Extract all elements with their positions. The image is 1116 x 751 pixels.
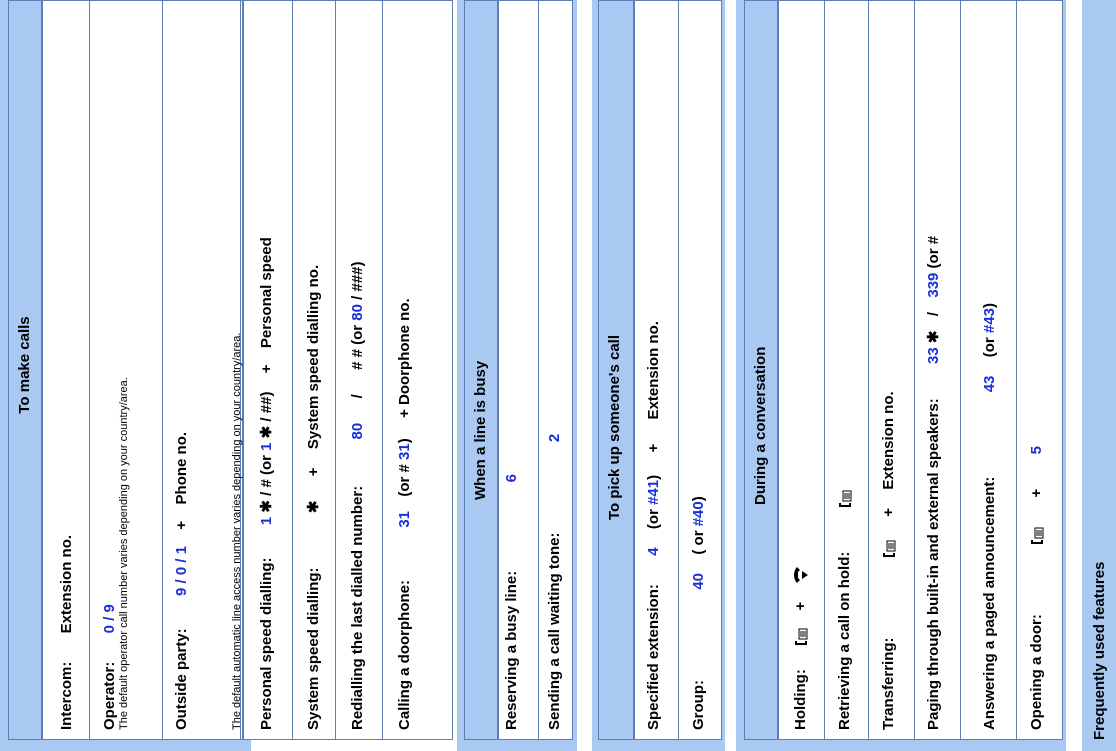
answer-label: Answering a paged announcement: [981,476,998,730]
outside-value: Phone no. [173,431,190,505]
redial-label: Redialling the last dialled number: [349,485,366,730]
paging-row: Paging through built-in and external speakers: 33 ✱ / 339 (or # [925,235,942,730]
outside-plus: + [173,520,190,530]
reserve-code: 6 [503,474,520,483]
transfer-value: Extension no. [880,391,897,490]
intercom-row [58,535,76,730]
holding-label: Holding: [792,669,809,730]
door-label: Calling a doorphone: [396,580,413,730]
waiting-code: 2 [546,433,563,443]
reserve-row [503,474,521,730]
hold-icon [792,565,810,585]
handset-icon [792,627,810,647]
intercom-label: Intercom: [58,661,75,730]
retrieve-label: Retrieving a call on hold: [836,551,853,730]
answer-row: Answering a paged announcement: 43 (or #43) [981,303,998,730]
waiting-label: Sending a call waiting tone: [546,532,563,730]
transfer-row: Transferring: + Extension no. [880,391,897,730]
conversation-content [778,0,1063,740]
personal-label: Personal speed dialling: [258,557,275,730]
pickup-title: To pick up someone's call [606,334,623,520]
holding-row: Holding: + [792,565,810,730]
operator-label: Operator: [101,661,118,730]
handset-icon [880,539,898,559]
opening-label: Opening a door: [1028,614,1045,730]
waiting-row [546,434,564,730]
outside-label: Outside party: [173,628,190,730]
system-row: System speed dialling: ✱ + System speed dialling no. [305,264,322,730]
handset-icon [836,489,854,509]
outside-note: The default automatic line access number varies depending on your country/area. [231,332,243,730]
system-value: System speed dialling no. [305,264,322,450]
door-row: Calling a doorphone: 31 (or # 31) + Doorphone no. [396,298,413,730]
footer-title: Frequently used features [1091,561,1108,740]
operator-code: 0 / 9 [101,604,118,634]
door-value: Doorphone no. [396,298,413,405]
conversation-title: During a conversation [752,346,769,505]
specified-row: Specified extension: 4 (or #41) + Extension no. [645,321,662,730]
handset-icon [1028,526,1046,546]
personal-value: Personal speed [258,237,275,349]
busy-title: When a line is busy [472,360,489,500]
make-calls-title: To make calls [16,316,33,414]
reserve-label: Reserving a busy line: [503,570,520,730]
operator-row [101,604,119,730]
outside-row [173,432,191,730]
opening-row: Opening a door: + 5 [1028,446,1045,730]
system-label: System speed dialling: [305,567,322,730]
intercom-value: Extension no. [58,534,75,634]
outside-code: 9 / 0 / 1 [173,545,190,596]
personal-row: Personal speed dialling: 1 ✱ / # (or 1 ✱ / ##) + Personal speed [258,237,275,730]
specified-label: Specified extension: [645,584,662,730]
redial-row: Redialling the last dialled number: 80 / # # (or 80 / ###) [349,261,366,730]
retrieve-row [836,489,854,730]
specified-value: Extension no. [645,321,662,420]
operator-note: The default operator call number varies depending on your country/area. [118,377,130,730]
paging-label: Paging through built-in and external speakers: [925,398,942,730]
group-row: Group: 40 ( or #40) [690,496,707,730]
transfer-label: Transferring: [880,637,897,730]
group-label: Group: [690,680,707,730]
